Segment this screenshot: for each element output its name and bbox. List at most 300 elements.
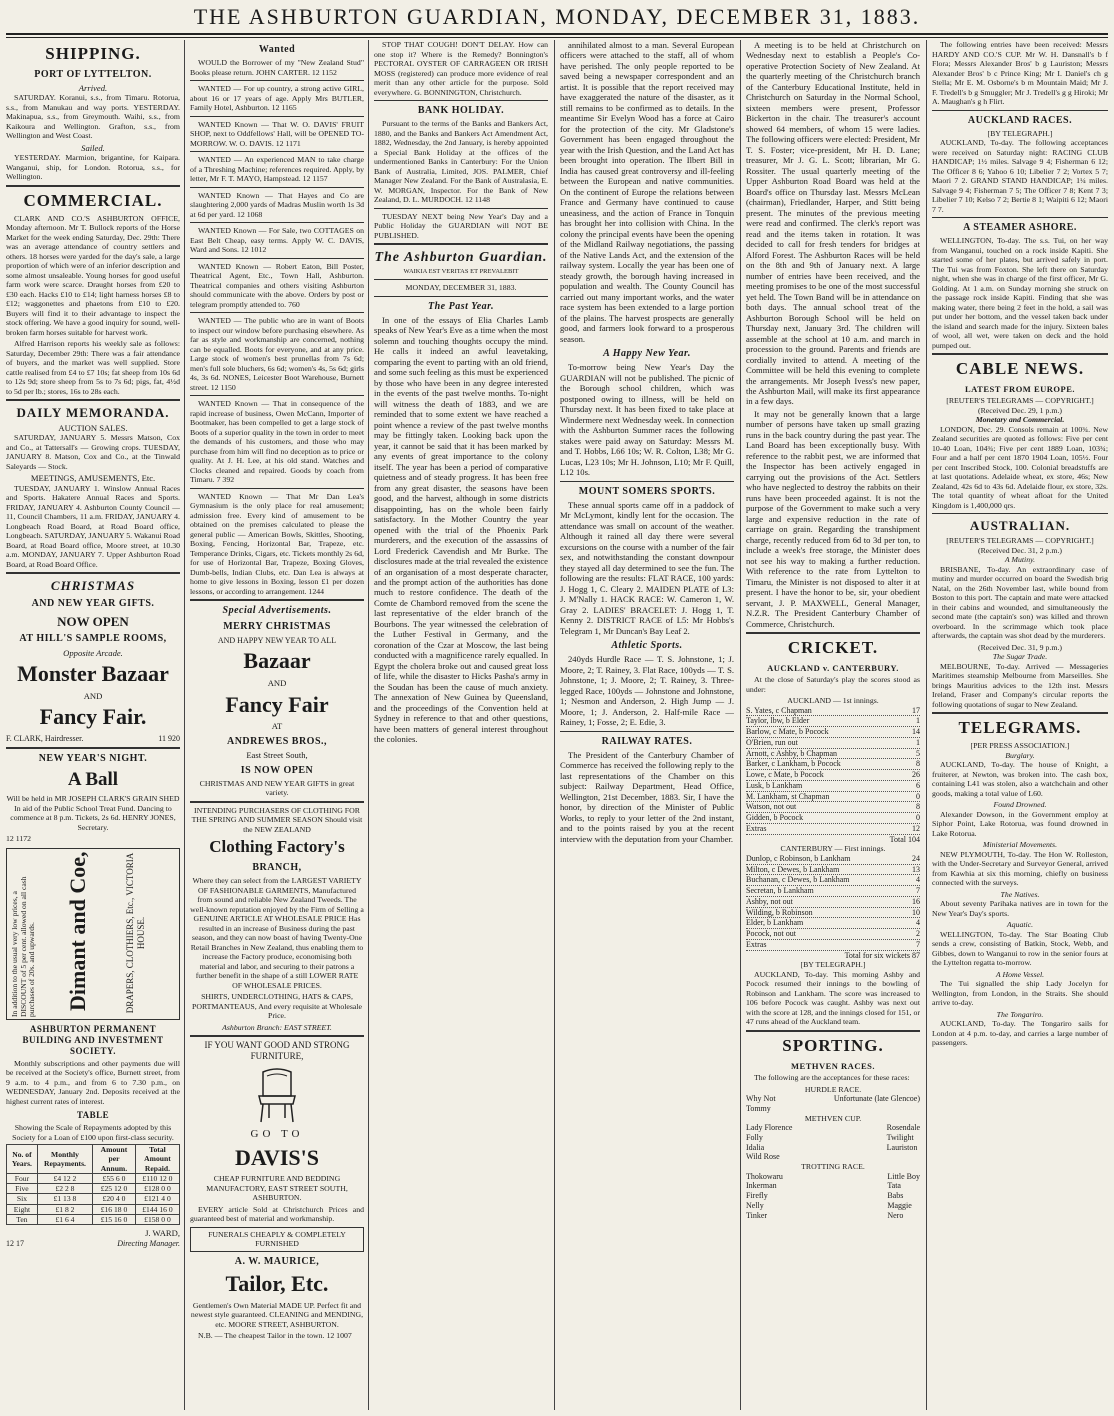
found-drowned-heading: Found Drowned. [993, 800, 1047, 810]
table-subtitle: Showing the Scale of Repayments adopted by this Society for a Loan of £100 upon first-class security. [12, 1123, 174, 1142]
table-row [7, 1184, 180, 1194]
runs: 8 [916, 759, 920, 769]
batsman: Extras [746, 939, 767, 949]
wanted-heading: Wanted [258, 44, 296, 55]
auckland-innings-label: AUCKLAND — 1st innings. [787, 696, 879, 706]
dimant-coe-title: Dimant and Coe, [65, 851, 90, 1011]
news-text-2: It may not be generally known that a large number of persons have taken up small grazing runs in the back country during the past year. The Land Board has been exceptionally busy. With reference to the rabbit pest, we are informed that the Inspector has been actively engaged in carrying out the provisions of the Act. Settlers who have neglected to destroy the rabbits on their runs have been proceeded against. It is not the purpose of the Government to make such a very large and expensive reduction in the rate of carriage on grain. Regarding the transhipment charge, recently reduced from 6d to 3d per ton, to include a week's free storage, the Minister does not see his way to making a further reduction. With reference to the rate from Lyttelton to Timaru, the Minister is not disposed to alter it at present. I have the honor to be, sir, your obedient servant, J. P. MAXWELL, General Manager, N.Z.R. The President Canterbury Chamber of Commerce, Christchurch. [746, 408, 920, 629]
arrived-text: SATURDAY. Koranui, s.s., from Timaru. Rotorua, s.s., from Manukau and way ports. YESTERDAY. Makinapua, s.s., from Greymouth. Waihi, s.s., from Kaikoura and Wellington. Grafton, s.s., from Wellington and West Coast. [6, 93, 180, 141]
latest-europe-heading: LATEST FROM EUROPE. [964, 384, 1076, 395]
score-row [746, 727, 920, 738]
race-entries-text: The following entries have been received: Messrs HARDY AND CO.'S CUP. Mr W. H. Dansnall's b f Flora; Messrs Alexander Bros' b g Lauriston; Messrs Alexander Bros' b c Prince King; Mr I. Daniel's ch g Stella; Mr E. M. Osborne's b m Mountain Maid; Mr J. F. Tredell's b g Smuggler; Mr J. Tredell's g g Hiroki; Mr A. Maughan's g h Flirt. [932, 40, 1108, 106]
port-heading: PORT OF LYTTELTON. [34, 68, 152, 80]
ministerial-text: NEW PLYMOUTH, To-day. The Hon W. Rolleston, with the Under-Secretary and Surveyor General, arrived from Kawhia at six this morning, chiefly on business connected with the surveys. [932, 849, 1108, 888]
building-society-text: Monthly subscriptions and other payments due will be received at the Society's office, Burnett street, from 9 a.m. to 4 p.m., and from 6 to 7.30 p.m., on WEDNESDAY, January 2nd. Deposits received at the highest current rates of interest. [6, 1058, 180, 1106]
natives-heading: The Natives. [1000, 889, 1040, 899]
methven-cup-label: METHVEN CUP. [804, 1113, 862, 1123]
natives-text: About seventy Parihaka natives are in town for the New Year's Day's sports. [932, 899, 1108, 918]
tongariro-heading: The Tongariro. [996, 1009, 1044, 1019]
mount-somers-heading: MOUNT SOMERS SPORTS. [578, 485, 716, 497]
ward-role: Directing Manager. [117, 1238, 180, 1248]
runs: 7 [916, 939, 920, 949]
home-vessel-heading: A Home Vessel. [995, 969, 1045, 979]
bazaar-title: Bazaar [243, 648, 311, 674]
column-divider [368, 40, 369, 1410]
table-cell: £158 0 0 [135, 1214, 179, 1224]
intending-text: INTENDING PURCHASERS OF CLOTHING FOR THE SPRING AND SUMMER SEASON Should visit the NEW ZEALAND [191, 805, 363, 834]
score-row [746, 749, 920, 760]
daily-memoranda-heading: DAILY MEMORANDA. [16, 405, 170, 421]
column-4 [560, 40, 734, 1412]
runs: 5 [916, 748, 920, 758]
divider [6, 399, 180, 401]
fancy-fair-title: Fancy Fair. [39, 704, 147, 730]
athletic-heading: Athletic Sports. [611, 640, 683, 652]
column-1 [6, 40, 180, 1412]
hills-sample-rooms: AT HILL'S SAMPLE ROOMS, [19, 633, 167, 645]
mutiny-text: BRISBANE, To-day. An extraordinary case of mutiny and murder occurred on board the Swedish brig Natal, on the 26th November last, while bound from Boston to this port. The captain and mate were attacked in their cabins and wounded, and simultaneously the second mate (the captain's son) was killed and thrown overboard. In the scrimmage which took place afterwards, the captain was shot dead by the murderers. [932, 564, 1108, 641]
runs: 26 [912, 770, 920, 780]
commercial-text: CLARK AND CO.'S ASHBURTON OFFICE, Monday afternoon. Mr T. Bullock reports of the Horse Market for the week ending Saturday, Dec. 29th: There was an average attendance of country settlers and others. 18 horses were yarded for the day's sale, a large proportion of which were of an inferior description and some almost unsaleable. Young horses for good useful farm work were scarce. Draught horses from £20 to £30 each. Hacks £10 to £14; light harness horses £8 to £12; waggonettes and phaetons from £10 to £20. Buyers will find it to their advantage to inspect the stock offering. We have a good inquiry for sound, well-broken farm horses suitable for harvest work. [6, 213, 180, 337]
table-header: No. of Years. [7, 1145, 38, 1174]
runs: 10 [912, 907, 920, 917]
paper-date: MONDAY, DECEMBER 31, 1883. [405, 283, 517, 293]
funerals-notice: FUNERALS CHEAPLY & COMPLETELY FURNISHED [190, 1227, 364, 1252]
hairdresser-name: F. CLARK, Hairdresser. [6, 734, 84, 744]
score-row [746, 929, 920, 940]
east-street: East Street South, [246, 750, 308, 761]
trotting-label: TROTTING RACE. [801, 1162, 865, 1172]
table-cell: Eight [7, 1204, 38, 1214]
auction-text: SATURDAY, JANUARY 5. Messrs Matson, Cox and Co., at Tattersall's — Growing crops. TUESDAY, JANUARY 8. Matson, Cox and Co., at the Tinwald Saleyards — Stock. [6, 433, 180, 471]
batsman: Lowe, c Mate, b Pocock [746, 770, 824, 780]
score-row [746, 854, 920, 865]
table-cell: Four [7, 1173, 38, 1183]
auction-label: AUCTION SALES. [58, 422, 128, 433]
divider [932, 217, 1108, 218]
ad-number: 11 920 [158, 734, 180, 744]
batsman: Barlow, c Mate, b Pocock [746, 727, 829, 737]
score-row [746, 908, 920, 919]
runs: 1 [916, 737, 920, 747]
runs: 13 [912, 864, 920, 874]
arrived-label: Arrived. [78, 82, 108, 93]
cricket-intro: At the close of Saturday's play the scores stood as under: [746, 675, 920, 694]
score-row [746, 918, 920, 929]
score-row [746, 706, 920, 717]
auckland-races-heading: AUCKLAND RACES. [967, 114, 1073, 126]
horse-name: Maggie [887, 1200, 912, 1210]
merry-christmas: MERRY CHRISTMAS [223, 621, 331, 633]
batsman: Watson, not out [746, 802, 797, 812]
tailor-note: N.B. — The cheapest Tailor in the town. 12 1007 [198, 1331, 352, 1341]
score-row [746, 824, 920, 835]
past-year-heading: The Past Year. [428, 300, 494, 312]
divider [190, 801, 364, 803]
horse-name: Firefly [746, 1191, 768, 1201]
commercial-text-2: Alfred Harrison reports his weekly sale as follows: Saturday, December 29th: There was a fair attendance of buyers, and the market was well supplied. Store cattle realised from £4 to £7 10s; fat sheep from 10s 6d to 12s 9d; store sheep from 5s to 7s 6d; pigs, fat, 4½d to 5d per lb.; stores, 16s to 28s each. [6, 339, 180, 396]
wanted-ad: WANTED Known — For Sale, two COTTAGES on East Belt Cheap, easy terms. Apply W. C. DAVIS, Ward and Sons. 12 1012 [190, 226, 364, 255]
drapers-text: DRAPERS, CLOTHIERS, Etc., VICTORIA HOUSE. [125, 852, 146, 1013]
batsman: Pocock, not out [746, 929, 796, 939]
horse-name: Unfortunate (late Glencoe) [833, 1094, 920, 1104]
divider [374, 243, 548, 245]
batsman: O'Brien, run out [746, 737, 798, 747]
repayment-table [6, 1144, 180, 1225]
aquatic-heading: Aquatic. [1006, 920, 1034, 930]
horse-name: Inkerman [746, 1181, 777, 1191]
divider [6, 747, 180, 749]
horse-name: Tommy [746, 1103, 771, 1113]
divider [190, 222, 364, 223]
building-society-heading: ASHBURTON PERMANENT BUILDING AND INVESTMENT SOCIETY. [22, 1023, 164, 1056]
runs: 14 [912, 727, 920, 737]
news-text: A meeting is to be held at Christchurch on Wednesday next to establish a People's Co-operative Protection Society of New Zealand. At the quarterly meeting of the Christchurch branch of the Canterbury Educational Institute, held in Christchurch on Saturday in the Normal School, sixteen members were present, Professor Bickerton in the chair. The treasurer's account showed 64 members, of whom 15 were ladies. The following officers were elected: President, Mr T. S. Foster; vice-president, Mr H. D. Lane; treasurer, Mr J. G. L. Scott; librarian, Mr G. Rossiter. The usual quarterly meeting of the Upper Ashburton Road Board was held at the Board's office on Thursday last. Messrs McLean (chairman), Friedlander, Harper, and Stitt being present. The minutes of the previous meeting were read and confirmed. The clerk's report was read and the items taken in rotation. It was decided to call for fresh tenders for bridges at Alford Forest. The Ashburton Races will be held on the 8th and 9th of January next. A large number of entries have been received, and the meeting promises to be one of the most successful yet held. The Town Band will be in attendance on both days. The annual school treat of the Ashburton Borough School will be held on Thursday next, January 3rd. The children will assemble at the school at 10 a.m. and march in procession to the ground. Parents and friends are cordially invited to attend. A meeting of the Committee will be held this evening to complete the arrangements. Mr Joseph Ivess's new paper, the Ashburton Mail, will make its first appearance in a few days. [746, 40, 920, 407]
divider [190, 116, 364, 117]
table-cell: Six [7, 1194, 38, 1204]
davis-guarantee: EVERY article Sold at Christchurch Prices and guaranteed best of material and workmanship. [190, 1204, 364, 1224]
sugar-heading: The Sugar Trade. [992, 652, 1048, 662]
andrewes-bros: ANDREWES BROS., [226, 735, 328, 747]
divider [6, 572, 180, 574]
batsman: Extras [746, 823, 767, 833]
score-row [746, 897, 920, 908]
telegraph-label: [BY TELEGRAPH.] [987, 128, 1053, 138]
table-cell: £128 0 0 [135, 1184, 179, 1194]
happy-new-year: AND HAPPY NEW YEAR TO ALL [217, 635, 337, 645]
sailed-text: YESTERDAY. Marmion, brigantine, for Kaipara. Wanganui, ship, for London. Rotorua, s.s., for Wellington. [6, 153, 180, 182]
ad-number: 12 17 [6, 1238, 24, 1248]
local-news-text: To-morrow being New Year's Day the GUARDIAN will not be published. The picnic of the Borough school children, which was postponed owing to illness, will be held on Thursday next. It has been fixed to take place at Windermere next Wednesday week. In connection with the Ashburton Summer races the following stakes were paid away on Saturday: Messrs M. and T. Hobbs, L66 10s; W. R. Colton, L38; Mr G. Lucas, L23 10s; Mr H. Johnson, L10; Mr F. Quill, L12 10s. [560, 362, 734, 478]
editorial-continued: annihilated almost to a man. Several European officers were attached to the staff, all of whom have perished. The only people reported to be saved being a newspaper correspondent and an artist. It is possible that the report received may have exaggerated the nature of the disaster, as it still remains to be confirmed as to details. In the meantime Sir Evelyn Wood has a force at Cairo for the protection of the city. Mr Gladstone's Government has been engaged throughout the year with the Irish Question, and the Land Act has been brought into operation. The Ilbert Bill in India has caused great controversy and ill-feeling between the European and native communities. On the continent of Europe the relations between France and Germany have continued to cause uneasiness, and the action of France in Tonquin has brought her into collision with China. In the colony the principal events have been the opening of the Midland Railway negotiations, the passing of the Native Lands Act, and the extension of the railway system. Locally the year has been one of steady growth, the borough having increased in population and wealth. The County Council has carried out many important works, and the water race system has been extended to a large portion of the plains. The harvest prospects are generally good, and farmers look forward to a prosperous season. [560, 40, 734, 344]
batsman: Dunlop, c Robinson, b Lankham [746, 853, 851, 863]
ward-name: J. WARD, [145, 1228, 180, 1239]
batsman: M. Lankham, st Chapman [746, 791, 830, 801]
batsman: Lusk, b Lankham [746, 780, 803, 790]
batsman: Arnott, c Ashby, b Chapman [746, 748, 838, 758]
runs: 0 [916, 791, 920, 801]
cricket-telegraph-text: AUCKLAND, To-day. This morning Ashby and Pocock resumed their innings to the bowling of Robinson and Lankham. The score was increased to 106 before Pocock was caught. Ashby was next out with the score at 128, and the innings closed for 151, or 47 runs ahead of the Auckland team. [746, 969, 920, 1027]
table-cell: Five [7, 1184, 38, 1194]
ball-title: A Ball [67, 769, 119, 791]
score-row [746, 770, 920, 781]
table-cell: £2 2 8 [37, 1184, 92, 1194]
table-cell: £121 4 0 [135, 1194, 179, 1204]
horse-name: Rosendale [886, 1123, 920, 1133]
batsman: Taylor, lbw, b Elder [746, 716, 810, 726]
opposite-arcade: Opposite Arcade. [63, 647, 123, 658]
at-text: AT [271, 721, 283, 732]
chair-icon [247, 1066, 307, 1124]
railway-rates-text: The President of the Canterbury Chamber of Commerce has received the following reply to the last representations of the Chamber on this subject: Railway Department, Head Office, Wellington, 21st December, 1883. Sir, I have the honor, by direction of the Minister of Public Works, to reply to your letter of the 2nd instant, and to the points raised by you at the recent interview with the deputation from your Chamber. [560, 749, 734, 844]
runs: 0 [916, 813, 920, 823]
batsman: Secretan, b Lankham [746, 886, 814, 896]
divider [746, 632, 920, 634]
trotting-acceptances [746, 1172, 920, 1221]
telegrams-heading: TELEGRAMS. [958, 718, 1082, 738]
divider [374, 100, 548, 101]
home-vessel-text: The Tui signalled the ship Lady Jocelyn for Wellington, from London, in the Straits. She should arrive to-day. [932, 979, 1108, 1008]
mount-somers-text: These annual sports came off in a paddock of Mr McLymont, kindly lent for the occasion. The attendance was small on account of the weather. Although it rained all day there were several excursions on the course with a number of the fair sex, and notwithstanding the constant downpour they stayed all day determined to see the fun. The following are the results: FLAT RACE, 100 yards: J. Hogg 1, C. Cleary 2. MAIDEN PLATE of L3: J. M'Nally 1. HACK RACE: W. Cameron 1, W. Gray 2. LADIES' BRACELET: J. Hogg 1, T. Kenny 2. DISTRICT RACE of L5: Mr Hobbs's Telegram 1, Mr Duncan's Bay Leaf 2. [560, 499, 734, 636]
divider [190, 312, 364, 313]
table-header: Amount per Annum. [93, 1145, 136, 1174]
score-row [746, 716, 920, 727]
canterbury-scorecard [746, 854, 920, 961]
monster-bazaar-title: Monster Bazaar [17, 661, 169, 687]
divider [932, 513, 1108, 514]
divider [932, 110, 1108, 111]
davis-text: CHEAP FURNITURE AND BEDDING MANUFACTORY, EAST STREET SOUTH, ASHBURTON. [206, 1174, 348, 1203]
runs: 7 [916, 886, 920, 896]
new-year-gifts-heading: AND NEW YEAR GIFTS. [31, 598, 155, 610]
table-cell: £20 4 0 [93, 1194, 136, 1204]
column-5 [746, 40, 920, 1412]
railway-rates-heading: RAILWAY RATES. [601, 735, 693, 747]
ad-number: 12 1172 [6, 834, 32, 844]
table-cell: Ten [7, 1214, 38, 1224]
sugar-text: MELBOURNE, To-day. Arrived — Messageries Maritimes steamship Melbourne from Marseilles. She brings Mauritius advices to the 12th inst. Messrs Ireland, Fraser and Company's circular reports the following quotations of sugar to New Zealand. [932, 661, 1108, 709]
newspaper-title: THE ASHBURTON GUARDIAN, MONDAY, DECEMBER 31, 1883. [193, 4, 921, 29]
divider [190, 80, 364, 81]
table-cell: £144 16 0 [135, 1204, 179, 1214]
steamer-ashore-heading: A STEAMER ASHORE. [963, 222, 1077, 234]
paper-title: The Ashburton Guardian. [374, 250, 548, 266]
canterbury-innings-label: CANTERBURY — First innings. [780, 844, 886, 854]
table-row [7, 1173, 180, 1183]
innings-total [746, 951, 920, 961]
telegraph-label: [BY TELEGRAPH.] [800, 960, 866, 970]
batsman: Barker, c Lankham, b Pocock [746, 759, 841, 769]
divider [190, 599, 364, 601]
total: Total for six wickets 87 [844, 950, 920, 960]
horse-name: Nelly [746, 1200, 764, 1210]
maurice-name: A. W. MAURICE, [234, 1255, 320, 1267]
cricket-heading: CRICKET. [787, 638, 879, 658]
press-association-label: [PER PRESS ASSOCIATION.] [970, 741, 1070, 751]
discount-text: In addition to the usual very low prices, a DISCOUNT of 5 per cent. allowed on all cash purchases of 20s. and upwards. [10, 876, 37, 1017]
gifts-text: CHRISTMAS AND NEW YEAR GIFTS in great variety. [199, 778, 355, 798]
wanted-ad: WANTED — An experienced MAN to take charge of a Threshing Machine; references required. Apply, by letter, Mr F. T. MAYO, Hampstead. 12 1157 [190, 155, 364, 184]
horse-name: Lauriston [886, 1142, 918, 1152]
horse-name: Nero [887, 1210, 904, 1220]
score-row [746, 875, 920, 886]
mutiny-heading: A Mutiny. [1004, 555, 1036, 565]
reuters-label: [REUTER'S TELEGRAMS — COPYRIGHT.] (Received Dec. 29, 1 p.m.) [946, 396, 1094, 415]
table-cell: £55 6 0 [93, 1173, 136, 1183]
paper-motto: WAIKIA EST VERITAS ET PREVALEBIT [403, 268, 519, 276]
auckland-races-text: AUCKLAND, To-day. The following acceptances were received on Saturday night: RACING CLUB HANDICAP; 1½ miles. Salvage 9 4; Fisherman 6 12; The Officer 8 6; Yahoo 6 10; Libelier 7 2; Vortex 5 7; Maori 7 2. GRAND STAND HANDICAP; 1¼ miles. Salvage 9 4; Fisherman 7 5; The Officer 7 8; Kent 7 3; Libelier 7 10; Kelso 7 2; Bertie 8 1; Waipiti 6 12; Maori 7 7. [932, 138, 1108, 214]
runs: 16 [912, 896, 920, 906]
batsman: Buchanan, c Dewes, b Lankham [746, 875, 850, 885]
column-divider [554, 40, 555, 1410]
batsman: S. Yates, c Chapman [746, 705, 812, 715]
hurdle-acceptances [746, 1094, 920, 1114]
clothing-text: Where they can select from the LARGEST VARIETY OF FASHIONABLE GARMENTS, Manufactured from sound and reliable New Zealand Tweeds. The well-known reputation enjoyed by the Firm of Selling a GENUINE ARTICLE AT WHOLESALE PRICE Has resulted in an increase of Business during the past season, and they can now boast of having Twenty-One Retail Branches in New Zealand, thus enabling them to increase the Factory produce, economising both material and labor, and securing to their patrons a further benefit in the shape of a still LOWER RATE OF WHOLESALE PRICES. [190, 876, 364, 990]
now-open-text: NOW OPEN [57, 613, 129, 629]
score-row [746, 940, 920, 951]
shirts-text: SHIRTS, UNDERCLOTHING, HATS & CAPS, PORTMANTEAUS, And every requisite at Wholesale Price. [191, 992, 363, 1021]
table-row [7, 1214, 180, 1224]
divider [932, 353, 1108, 355]
horse-name: Idalia [746, 1142, 765, 1152]
found-drowned-text: Alexander Dowson, in the Government employ at Siphor Point, Lake Rotorua, was found drowned in Lake Rotorua. [932, 809, 1108, 838]
table-header: Monthly Repayments. [37, 1145, 92, 1174]
runs: 12 [912, 823, 920, 833]
tongariro-text: AUCKLAND, To-day. The Tongariro sails for London at 4 p.m. to-day, and carries a large number of passengers. [932, 1019, 1108, 1048]
wanted-ad: WANTED Known — That W. O. DAVIS' FRUIT SHOP, next to Oddfellows' Hall, will be OPENED TO-MORROW. W. O. DAVIS. 12 1171 [190, 119, 364, 148]
score-row [746, 865, 920, 876]
innings-total [746, 835, 920, 845]
meetings-text: TUESDAY, JANUARY 1. Winslow Annual Races and Sports. Hakatere Annual Races and Sports. FRIDAY, JANUARY 4. Ashburton County Council — 11, Council Chambers, 11 a.m. FRIDAY, JANUARY 4. Longbeach Road Board, at Road Board office, Longbeach. SATURDAY, JANUARY 5. Wakanui Road Board, at Road Board office, Moore street, at 10.30 a.m. MONDAY, JANUARY 7. Upper Ashburton Road Board, at Road Board Office. [6, 483, 180, 569]
horse-name: Lady Florence [746, 1123, 793, 1133]
fancy-fair-title: Fancy Fair [225, 691, 329, 717]
column-divider [926, 40, 927, 1410]
horse-name: Wild Rose [746, 1152, 780, 1162]
divider [190, 1035, 364, 1037]
divider [374, 279, 548, 280]
runs: 17 [912, 705, 920, 715]
batsman: Elder, b Lankham [746, 918, 804, 928]
hurdle-label: HURDLE RACE. [804, 1084, 862, 1094]
divider [190, 151, 364, 152]
and-text: AND [83, 690, 103, 701]
bank-holiday-text: Pursuant to the terms of the Banks and Bankers Act, 1880, and the Banks and Bankers Act Amendment Act, 1882, Wednesday, the 2nd January, is hereby appointed a Special Bank Holiday at the offices of the undermentioned Banks in Canterbury: For the Union Bank of Australia, Limited, JOS. PALMER, Chief Manager New Zealand. For the Bank of Australasia, E. W. MORGAN, Inspector. For the Bank of New Zealand, D. L. MURDOCH. 12 1148 [374, 119, 548, 205]
wanted-ad: WANTED Known — That in consequence of the rapid increase of business, Owen McCann, Importer of Bootmaker, has been compelled to get a large stock of Boots of a superior quality in the town in order to meet the demands of his customers, and those who may purchase from him will find no deception as to price or quality. At J. H. Lee, at his old stand. Watches and Clocks cleaned and repaired. Goods by coach from Timaru. 7 392 [190, 399, 364, 485]
cricket-match: AUCKLAND v. CANTERBURY. [767, 662, 899, 673]
editorial-text: In one of the essays of Elia Charles Lamb speaks of New Year's Eve as a time when the most solemn and touching thoughts occupy the mind. He calls it indeed an awful leavetaking, comparing the event to parting with an old friend, and some such feeling as this must be experienced by those who have been in any degree interested in the events of the past twelve months. To-night will witness the death of 1883, and we are reminded that to some extent we have reached a point whence a review of the past twelve months may be fittingly taken. Looking back upon the year, it cannot be said that it has been marked by any events of great importance to the colony itself. The year has been a period of comparative quietness and of steady progress. It has been free from any great disaster, the seasons have been good, and the harvest, although in some districts disappointing, has on the whole been fairly satisfactory. In the Mother Country the year opened with the trial of the Phoenix Park murderers, and the execution of the assassins of Lord Frederick Cavendish and Mr Burke. The disclosures made at the trial revealed the existence of an organisation of a most desperate character, and the prompt action of the authorities has done much to restore confidence. The death of the Comte de Chambord removed from the scene the last representative of the elder branch of the Bourbons. The year witnessed the celebration of the Luther Festival in Germany, and the coronation of the Czar at Moscow, the last being conducted with a magnificence rarely equalled. In Egypt the cholera broke out and caused great loss of life, while the disaster to Hicks Pasha's army in the Soudan has been the cause of much anxiety. The annexation of New Guinea by Queensland, and the proceedings of the Convention held at Sydney in reference to that and other questions, have been matters of general interest throughout the colonies. [374, 314, 548, 745]
batsman: Milton, c Dewes, b Lankham [746, 864, 840, 874]
davis-title: DAVIS'S [235, 1144, 319, 1170]
cough-ad: STOP THAT COUGH! DON'T DELAY. How can one stop it? Where is the Remedy? Bonnington's PECTORAL OYSTER OF CARRAGEEN OR IRISH MOSS (registered) can produce more evidence of real merit than any other article for the purpose. Sold everywhere. G. BONNINGTON, Christchurch. [374, 40, 548, 97]
new-years-night-heading: NEW YEAR'S NIGHT. [38, 752, 148, 764]
is-now-open: IS NOW OPEN [240, 764, 314, 776]
ball-text: Will be held in MR JOSEPH CLARK'S GRAIN SHED In aid of the Public School Treat Fund. Dancing to commence at 8 p.m. Tickets, 2s 6d. HENRY JONES, Secretary. [6, 794, 180, 832]
ministerial-heading: Ministerial Movements. [982, 840, 1058, 850]
runs: 2 [916, 929, 920, 939]
steamer-ashore-text: WELLINGTON, To-day. The s.s. Tui, on her way from Wanganui, touched on a rock inside Kapiti. She started some of her plates, but arrived safely in port. The Tui was from Foxton. She left there on Saturday night, when she was in charge of the first officer, Mr G. Golding. At 1 a.m. on Sunday morning she struck on the passage rock inside Kapiti. Finding that she was making water, there being 2 feet in the hold, a sail was put under her bottom, and the vessel taken back under the island and search made for the injury. Sixteen bales of wool, all wet, were taken on deck and the hold pumped out. [932, 236, 1108, 350]
aquatic-text: WELLINGTON, To-day. The Star Boating Club sends a crew, consisting of Batkin, Stock, Webb, and Gibbes, down to Wanganui to row in the senior fours at the Lyttelton regatta to-morrow. [932, 929, 1108, 968]
runs: 8 [916, 802, 920, 812]
score-row [746, 792, 920, 803]
and-text: AND [267, 678, 287, 689]
horse-name: Folly [746, 1132, 763, 1142]
table-row [7, 1204, 180, 1214]
table-cell: £15 16 0 [93, 1214, 136, 1224]
batsman: Ashby, not out [746, 896, 793, 906]
sporting-heading: SPORTING. [782, 1035, 884, 1055]
wanted-ad: WOULD the Borrower of my "New Zealand Stud" Books please return. JOHN CARTER. 12 1152 [190, 58, 364, 77]
commercial-heading: COMMERCIAL. [23, 190, 163, 210]
header-rule-thin [6, 37, 1108, 38]
table-cell: £1 13 8 [37, 1194, 92, 1204]
clothing-factory-title: Clothing Factory's [209, 837, 345, 857]
wanted-ad: WANTED Known — Robert Eaton, Bill Poster, Theatrical Agent, Etc., Town Hall, Ashburton. Theatrical companies and others visiting Ashburton should communicate with the above. Orders by post or telegram promptly attended to. 760 [190, 261, 364, 309]
divider [374, 296, 548, 297]
athletic-text: 240yds Hurdle Race — T. S. Johnstone, 1; J. Moore, 2; T. Rainey, 3. Flat Race, 100yds — T. S. Johnstone, 1; J. Moore, 2; T. Rainey, 3. Three-legged Race, 100yds — Johnstone and Johnstone, 1; Nesmon and Anderson, 2. High Jump — J. Moore, 1; J. Anderson, 2. Half-mile Race — Rainey, 1; Fosse, 2; E. Edie, 3. [560, 654, 734, 728]
divider [190, 258, 364, 259]
divider [374, 208, 548, 209]
column-3 [374, 40, 548, 1412]
column-divider [184, 40, 185, 1410]
runs: 4 [916, 918, 920, 928]
branch-text: BRANCH, [252, 862, 302, 874]
score-row [746, 886, 920, 897]
table-cell: £110 12 0 [135, 1173, 179, 1183]
auckland-scorecard [746, 706, 920, 845]
wanted-ad: WANTED Known — That Mr Dan Lea's Gymnasium is the only place for real amusement; admission free. Every kind of amusement to be obtained on the premises calculated to please the general public — American Bowls, Skittles, Shooting, Boxing, Fencing, Horizontal Bar, Trapeze, etc. Temperance Drinks, Cigars, etc. Tickets monthly 2s 6d, for use of Horizontal Bar, Trapeze, Boxing Gloves, Dumb-bells, Indian Clubs, etc. Dan Lea is always at home to give lessons in Boxing, lesson £1 per dozen lessons, or according to arrangement. 1244 [190, 491, 364, 596]
column-6 [932, 40, 1108, 1412]
score-row [746, 759, 920, 770]
table-header: Total Amount Repaid. [135, 1145, 179, 1174]
methven-intro: The following are the acceptances for these races: [754, 1073, 910, 1083]
table-cell: £1 8 2 [37, 1204, 92, 1214]
horse-name: Twilight [886, 1132, 914, 1142]
special-ads-heading: Special Advertisements. [222, 605, 332, 617]
furniture-intro: IF YOU WANT GOOD AND STRONG FURNITURE, [204, 1040, 350, 1062]
divider [932, 712, 1108, 714]
shipping-heading: SHIPPING. [45, 44, 141, 63]
divider [560, 481, 734, 482]
score-row [746, 738, 920, 749]
divider [746, 1030, 920, 1032]
burglary-text: AUCKLAND, To-day. The house of Knight, a fruiterer, at Newton, was broken into. The cash box, containing L41 was stolen, also a watchchain and other goods, making a total value of L60. [932, 760, 1108, 798]
table-title: TABLE [76, 1110, 110, 1121]
wanted-ad: WANTED — The public who are in want of Boots to inspect our window before purchasing elsewhere. As far as style and workmanship are concerned, nothing can be equalled. Boots for everyone, and at any price. Large stock of women's best prunellas from 7s 6d; men's full sole bluchers, 6s 6d; women's 4s, 5s 6d; girls 4s, 3s 6d. NONES, Leicester Boot Warehouse, Burnett street. 12 1150 [190, 316, 364, 392]
score-row [746, 802, 920, 813]
masthead [0, 4, 1114, 34]
score-row [746, 781, 920, 792]
christmas-heading: CHRISTMAS [50, 578, 136, 594]
methven-heading: METHVEN RACES. [791, 1060, 875, 1071]
score-row [746, 813, 920, 824]
tailor-text: Gentlemen's Own Material MADE UP. Perfect fit and newest style guaranteed. CLEANING and MENDING, etc. MOORE STREET, ASHBURTON. [190, 1300, 364, 1329]
reuters-label: [REUTER'S TELEGRAMS — COPYRIGHT.] (Received Dec. 31, 2 p.m.) [946, 536, 1094, 555]
monetary-text: LONDON, Dec. 29. Consols remain at 100¾. New Zealand securities are quoted as follows: Five per cent 10-40 Loan, 104¾; Five per cent 1889 Loan, 103¾; Four and a half per cent 1870 1904 Loan, 105½. Four per cent Inscribed Stock, 100. Colonial breadstuffs are at last quotations. Adelaide wheat, ex store, 46s; New Zealand, 42s 6d to 43s 6d. Adelaide flour, ex store, 32s. The total quantity of wheat afloat for the United Kingdom is 1,400,000 qrs. [932, 424, 1108, 510]
runs: 6 [916, 780, 920, 790]
received-label: (Received Dec. 31, 9 p.m.) [977, 642, 1062, 652]
branch-address: Ashburton Branch: EAST STREET. [222, 1022, 332, 1032]
dimant-coe-advertisement [6, 848, 180, 1020]
runs: 1 [916, 716, 920, 726]
batsman: Gidden, b Pocock [746, 813, 804, 823]
table-cell: £25 12 0 [93, 1184, 136, 1194]
table-cell: £4 12 2 [37, 1173, 92, 1183]
header-rule [6, 33, 1108, 35]
burglary-heading: Burglary. [1005, 750, 1035, 760]
go-to-text: GO TO [250, 1128, 304, 1141]
meetings-label: MEETINGS, AMUSEMENTS, Etc. [30, 473, 156, 484]
runs: 24 [912, 853, 920, 863]
australian-heading: AUSTRALIAN. [969, 518, 1071, 534]
monetary-heading: Monetary and Commercial. [975, 415, 1065, 425]
cable-news-heading: CABLE NEWS. [955, 359, 1085, 379]
table-row [7, 1194, 180, 1204]
cup-acceptances [746, 1123, 920, 1162]
bank-holiday-heading: BANK HOLIDAY. [417, 105, 505, 116]
wanted-ad: WANTED Known — That Hayes and Co are slaughtering 2,000 yards of Madras Muslin worth 1s 3d at 6d per yard. 12 1068 [190, 190, 364, 219]
divider [190, 395, 364, 396]
total: Total 104 [889, 834, 920, 844]
horse-name: Little Boy [887, 1171, 920, 1181]
divider [6, 185, 180, 187]
horse-name: Tata [887, 1181, 901, 1191]
divider [190, 187, 364, 188]
horse-name: Thokowaru [746, 1171, 783, 1181]
divider [190, 488, 364, 489]
divider [560, 731, 734, 732]
table-cell: £16 18 0 [93, 1204, 136, 1214]
tailor-title: Tailor, Etc. [225, 1271, 329, 1297]
